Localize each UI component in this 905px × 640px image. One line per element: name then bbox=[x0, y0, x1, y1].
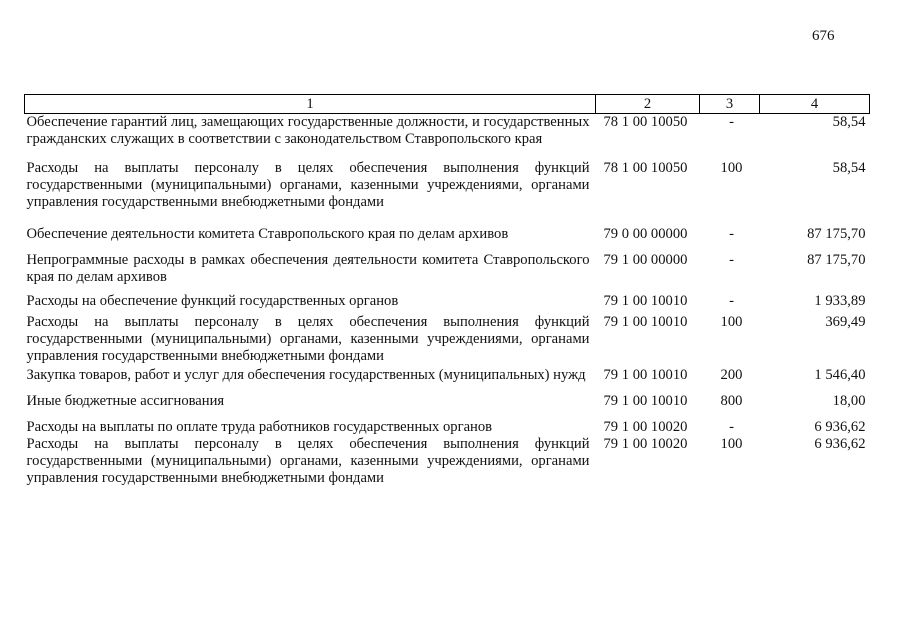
table-header bbox=[25, 95, 870, 114]
row-amount: 1 546,40 bbox=[814, 367, 866, 383]
row-amount: 6 936,62 bbox=[814, 436, 866, 452]
row-name: Непрограммные расходы в рамках обеспечения деятельности комитета Ставропольского края по делам архивов bbox=[26, 252, 590, 285]
table-row bbox=[25, 160, 870, 226]
row-expense-type: - bbox=[729, 114, 734, 130]
row-expense-type: 100 bbox=[720, 436, 743, 452]
row-amount: 87 175,70 bbox=[807, 252, 866, 268]
row-code: 79 1 00 10010 bbox=[603, 314, 688, 330]
table-row bbox=[25, 114, 870, 161]
row-code: 79 0 00 00000 bbox=[603, 226, 688, 242]
row-amount: 87 175,70 bbox=[807, 226, 866, 242]
header-col-1: 1 bbox=[25, 95, 596, 114]
table-row bbox=[25, 436, 870, 487]
row-code: 79 1 00 00000 bbox=[603, 252, 688, 268]
row-name: Расходы на обеспечение функций государственных органов bbox=[26, 293, 399, 309]
row-expense-type: - bbox=[729, 419, 734, 435]
row-code: 79 1 00 10020 bbox=[603, 436, 688, 452]
row-name: Расходы на выплаты персоналу в целях обеспечения выполнения функций государственными (муниципальными) органами, казенными учреждениями, органами управления государственными внебюджетными фондами bbox=[26, 160, 590, 210]
row-expense-type: 100 bbox=[720, 314, 743, 330]
row-amount: 58,54 bbox=[832, 114, 866, 130]
table-row bbox=[25, 252, 870, 293]
row-expense-type: 200 bbox=[720, 367, 743, 383]
header-col-4: 4 bbox=[760, 95, 870, 114]
page-number: 676 bbox=[812, 28, 835, 44]
header-col-2: 2 bbox=[596, 95, 700, 114]
row-name: Расходы на выплаты персоналу в целях обеспечения выполнения функций государственными (муниципальными) органами, казенными учреждениями, органами управления государственными внебюджетными фондами bbox=[26, 314, 590, 364]
row-code: 78 1 00 10050 bbox=[603, 160, 688, 176]
budget-table bbox=[24, 94, 870, 487]
header-row bbox=[25, 95, 870, 114]
row-amount: 1 933,89 bbox=[814, 293, 866, 309]
row-name: Расходы на выплаты по оплате труда работников государственных органов bbox=[26, 419, 493, 435]
table-row bbox=[25, 419, 870, 436]
table-row bbox=[25, 393, 870, 419]
row-name: Обеспечение гарантий лиц, замещающих государственные должности, и государственных гражданских служащих в соответствии с законодательством Ставропольского края bbox=[26, 114, 590, 147]
row-expense-type: - bbox=[729, 293, 734, 309]
row-name: Иные бюджетные ассигнования bbox=[26, 393, 225, 409]
row-amount: 18,00 bbox=[832, 393, 866, 409]
header-col-3: 3 bbox=[700, 95, 760, 114]
row-name: Обеспечение деятельности комитета Ставропольского края по делам архивов bbox=[26, 226, 509, 242]
row-amount: 58,54 bbox=[832, 160, 866, 176]
row-name: Расходы на выплаты персоналу в целях обеспечения выполнения функций государственными (муниципальными) органами, казенными учреждениями, органами управления государственными внебюджетными фондами bbox=[26, 436, 590, 486]
row-amount: 6 936,62 bbox=[814, 419, 866, 435]
table-row bbox=[25, 226, 870, 252]
table-row bbox=[25, 367, 870, 393]
row-expense-type: 800 bbox=[720, 393, 743, 409]
table-row bbox=[25, 293, 870, 314]
row-expense-type: - bbox=[729, 226, 734, 242]
row-code: 78 1 00 10050 bbox=[603, 114, 688, 130]
row-code: 79 1 00 10010 bbox=[603, 367, 688, 383]
row-code: 79 1 00 10020 bbox=[603, 419, 688, 435]
row-expense-type: - bbox=[729, 252, 734, 268]
row-name: Закупка товаров, работ и услуг для обеспечения государственных (муниципальных) нужд bbox=[26, 367, 586, 383]
row-code: 79 1 00 10010 bbox=[603, 393, 688, 409]
row-code: 79 1 00 10010 bbox=[603, 293, 688, 309]
row-expense-type: 100 bbox=[720, 160, 743, 176]
row-amount: 369,49 bbox=[825, 314, 866, 330]
table-body bbox=[25, 114, 870, 488]
table-row bbox=[25, 314, 870, 367]
